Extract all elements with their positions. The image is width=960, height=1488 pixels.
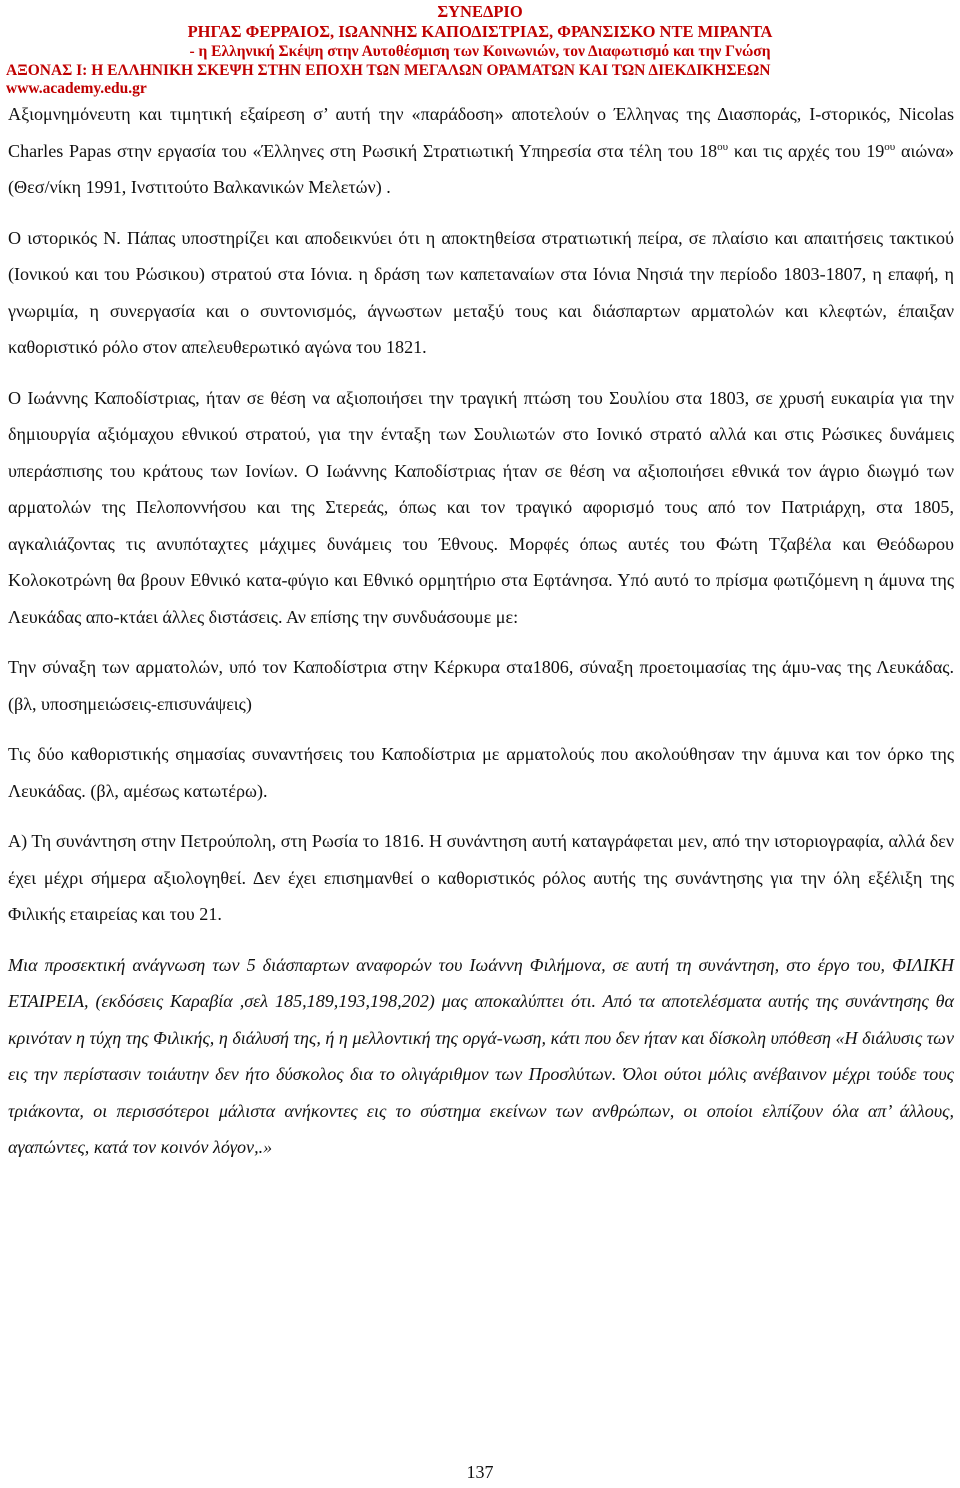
document-body: [8, 96, 954, 1180]
header-website: www.academy.edu.gr: [6, 80, 147, 97]
paragraph-1-part-c: αιώνα» (Θεσ/νίκη 1991, Ινστιτούτο Βαλκανικών Μελετών) .: [8, 140, 954, 197]
paragraph-1: [8, 96, 954, 206]
page-number: 137: [466, 1462, 494, 1482]
paragraph-3: Ο Ιωάννης Καποδίστριας, ήταν σε θέση να αξιοποιήσει την τραγική πτώση του Σουλίου στα 1803, σε χρυσή ευκαιρία για την δημιουργία αξιόμαχου εθνικού στρατού, για την ένταξη των Σουλιωτών στο Ιονικό στρατό αλλά και στις Ρώσικες δυνάμεις υπεράσπισης του κράτους των Ιονίων. Ο Ιωάννης Καποδίστριας ήταν σε θέση να αξιοποιήσει εθνικά τον άγριο διωγμό των αρματολών της Πελοποννήσου και της Στερεάς, όπως και τον τραγικό αφορισμό τους από τον Πατριάρχη, στα 1805, αγκαλιάζοντας τις ανυπόταχτες μάχιμες δυνάμεις του Έθνους. Μορφές όπως αυτές του Φώτη Τζαβέλα και Θεόδωρου Κολοκοτρώνη θα βρουν Εθνικό κατα-φύγιο και Εθνικό ορμητήριο στα Εφτάνησα. Υπό αυτό το πρίσμα φωτιζόμενη η άμυνα της Λευκάδας απο-κτάει άλλες διστάσεις. Αν επίσης την συνδυάσουμε με:: [8, 387, 954, 627]
header-line-3: - η Ελληνική Σκέψη στην Αυτοθέσμιση των Κοινωνιών, τον Διαφωτισμό και την Γνώση: [189, 43, 771, 60]
paragraph-1-part-b: και τις αρχές του 19: [728, 140, 885, 161]
paragraph-7-italic: Μια προσεκτική ανάγνωση των 5 διάσπαρτων αναφορών του Ιωάννη Φιλήμονα, σε αυτή τη συνάντηση, στο έργο του, ΦΙΛΙΚΗ ΕΤΑΙΡΕΙΑ, (εκδόσεις Καραβία ,σελ 185,189,193,198,202) μας αποκαλύπτει ότι. Από τα αποτελέσματα αυτής της συνάντησης θα κρινόταν η τύχη της Φιλικής, η διάλυσή της, ή η μελλοντική της οργά-νωση, κάτι που δεν ήταν και δίσκολη υπόθεση «Η διάλυσις των εις την περίστασιν τοιάυτην δεν ήτο δύσκολος δια το ολιγάριθμον των Προσλύτων. Όλοι ούτοι μόλις ανέβαινον μέχρι τούδε τους τριάκοντα, οι περισσότεροι μάλιστα ανήκοντες εις το σύστημα εκείνων των ανθρώπων, οι οποίοι ελπίζουν όλα απ’ άλλους, αγαπώντες, κατά τον κοινόν λόγον,.»: [8, 954, 954, 1157]
paragraph-6: Α) Τη συνάντηση στην Πετρούπολη, στη Ρωσία το 1816. Η συνάντηση αυτή καταγράφεται μεν, από την ιστοριογραφία, αλλά δεν έχει μέχρι σήμερα αξιολογηθεί. Δεν έχει επισημανθεί ο καθοριστικός ρόλος αυτής της συνάντησης για την όλη εξέλιξη της Φιλικής εταιρείας και του 21.: [8, 831, 954, 924]
header-line-2: ΡΗΓΑΣ ΦΕΡΡΑΙΟΣ, ΙΩΑΝΝΗΣ ΚΑΠΟΔΙΣΤΡΙΑΣ, ΦΡΑΝΣΙΣΚΟ ΝΤΕ ΜΙΡΑΝΤΑ: [187, 22, 773, 41]
header-line-1: ΣΥΝΕΔΡΙΟ: [437, 2, 523, 21]
paragraph-1-part-a: Αξιομνημόνευτη και τιμητική εξαίρεση σ’ αυτή την «παράδοση» αποτελούν ο Έλληνας της Διασποράς, Ι-στορικός, Nicolas Charles Papas στην εργασία του «Έλληνες στη Ρωσική Στρατιωτική Υπηρεσία στα τέλη του 18: [8, 104, 954, 161]
paragraph-4: Την σύναξη των αρματολών, υπό τον Καποδίστρια στην Κέρκυρα στα1806, σύναξη προετοιμασίας της άμυ-νας της Λευκάδας. (βλ, υποσημειώσεις-επισυνάψεις): [8, 657, 954, 714]
superscript-1: ου: [717, 140, 729, 153]
paragraph-5: Τις δύο καθοριστικής σημασίας συναντήσεις του Καποδίστρια με αρματολούς που ακολούθησαν την άμυνα και τον όρκο της Λευκάδας. (βλ, αμέσως κατωτέρω).: [8, 744, 954, 801]
header-line-4: ΑΞΟΝΑΣ I: Η ΕΛΛΗΝΙΚΗ ΣΚΕΨΗ ΣΤΗΝ ΕΠΟΧΗ ΤΩΝ ΜΕΓΑΛΩΝ ΟΡΑΜΑΤΩΝ ΚΑΙ ΤΩΝ ΔΙΕΚΔΙΚΗΣΕΩΝ: [6, 62, 771, 79]
paragraph-2: Ο ιστορικός Ν. Πάπας υποστηρίζει και αποδεικνύει ότι η αποκτηθείσα στρατιωτική πείρα, σε πλαίσιο και απαιτήσεις τακτικού (Ιονικού και του Ρώσικου) στρατού στα Ιόνια. η δράση των καπεταναίων στα Ιόνια Νησιά την περίοδο 1803-1807, η επαφή, η γνωριμία, η συνεργασία και ο συντονισμός, άγνωστων μεταξύ τους και διάσπαρτων αρματολών και κλεφτών, έπαιξαν καθοριστικό ρόλο στον απελευθερωτικό αγώνα του 1821.: [8, 227, 954, 357]
conference-header: [0, 2, 960, 98]
superscript-2: ου: [884, 140, 896, 153]
